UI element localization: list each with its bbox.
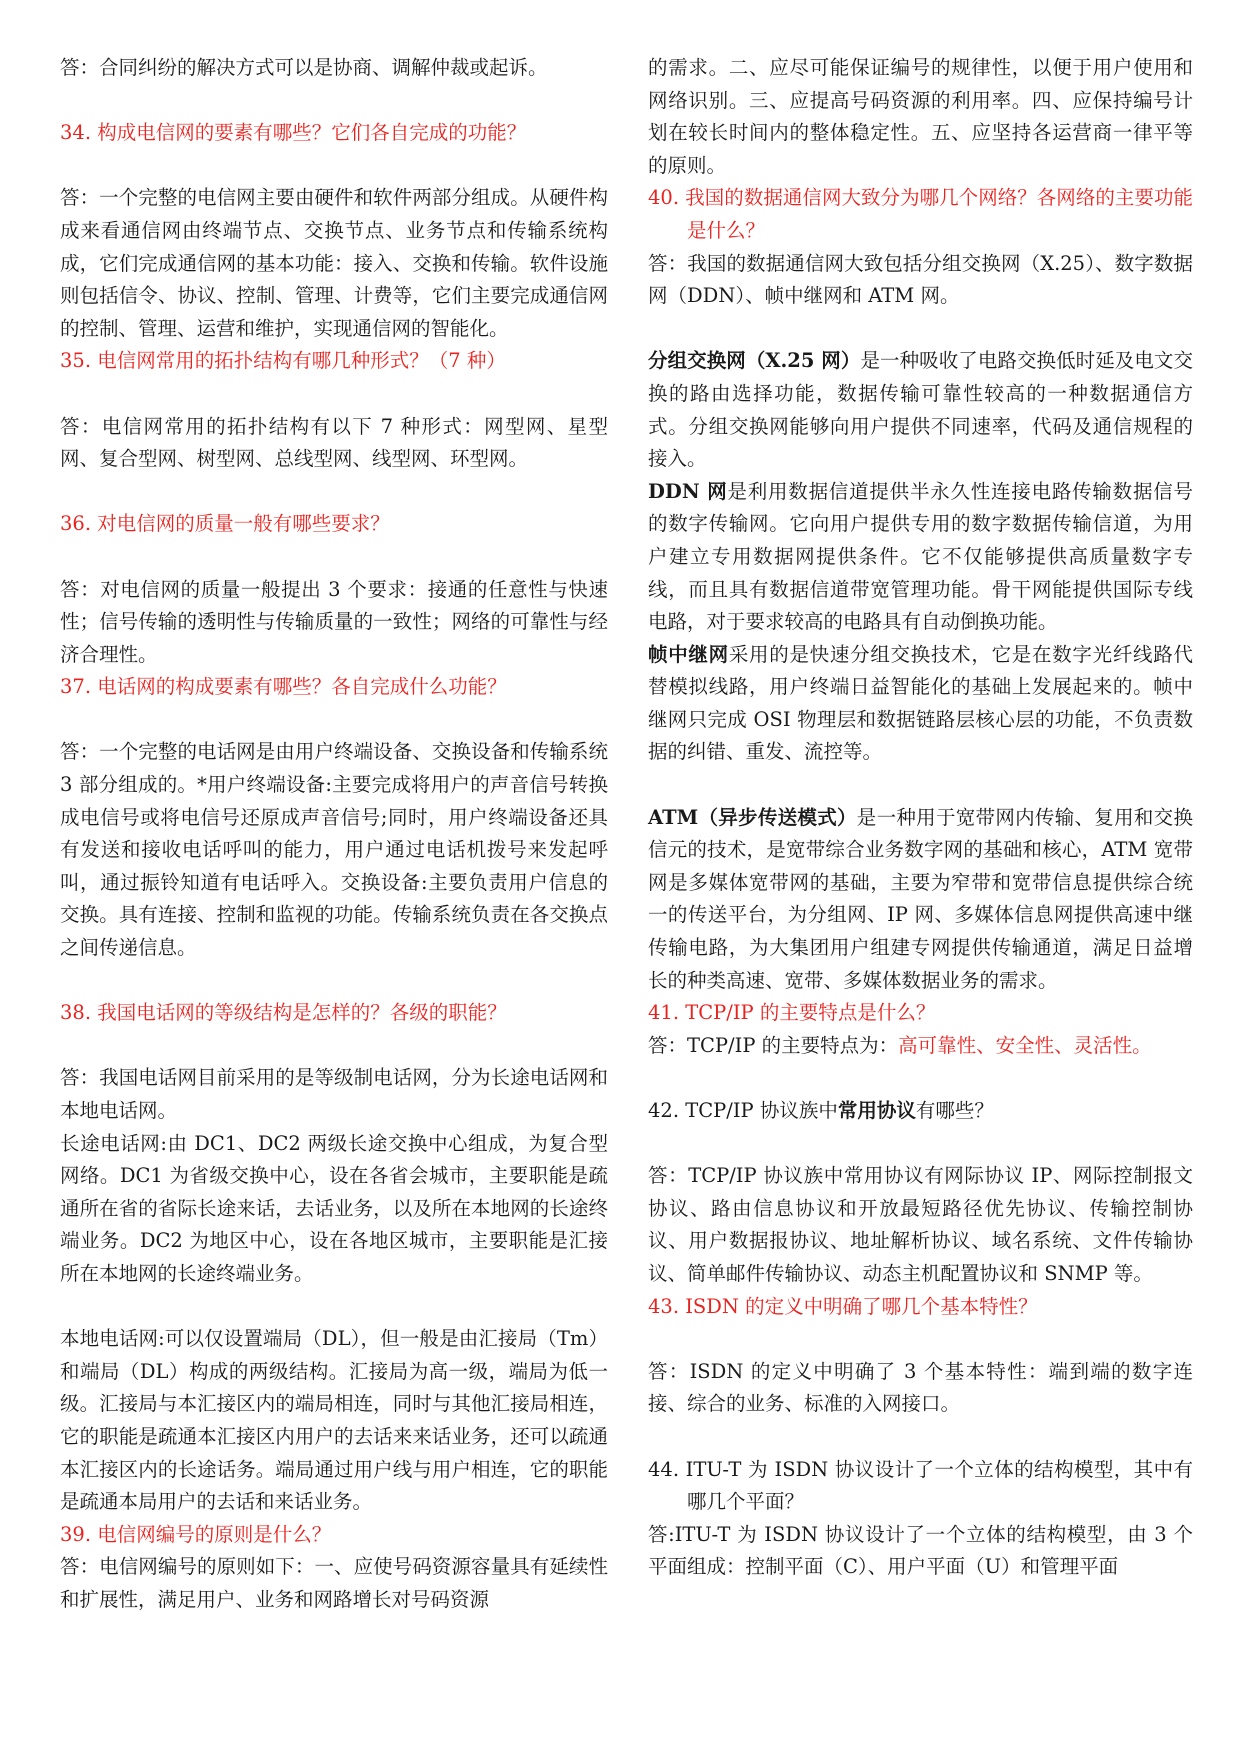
question-36: 36. 对电信网的质量一般有哪些要求？ (60, 512, 390, 536)
answer-41 (648, 1030, 1193, 1063)
ddn-paragraph (648, 476, 1193, 639)
answer-38-local: 本地电话网:可以仅设置端局（DL），但一般是由汇接局（Tm）和端局（DL）构成的两级结构。汇接局为高一级，端局为低一级。汇接局与本汇接区内的端局相连，同时与其他汇接局相连，它的职能是疏通本汇接区内用户的去话来来话业务，还可以疏通本汇接区内的长途话务。端局通过用户线与用户相连，它的职能是疏通本局用户的去话和来话业务。 (60, 1327, 608, 1514)
frame-relay-term: 帧中继网 (648, 642, 729, 666)
answer-43: 答：ISDN 的定义中明确了 3 个基本特性：端到端的数字连接、综合的业务、标准的入网接口。 (648, 1359, 1193, 1416)
question-37: 37. 电话网的构成要素有哪些？各自完成什么功能？ (60, 675, 507, 699)
question-44: 44. ITU-T 为 ISDN 协议设计了一个立体的结构模型，其中有哪几个平面？ (648, 1457, 1193, 1514)
atm-term: ATM（异步传送模式） (648, 805, 857, 829)
answer-38-long-distance: 长途电话网:由 DC1、DC2 两级长途交换中心组成，为复合型网络。DC1 为省级交换中心，设在各省会城市，主要职能是疏通所在省的省际长途来话，去话业务，以及所在本地网的长途终端业务。DC2 为地区中心，设在各地区城市，主要职能是汇接所在本地网的长途终端业务。 (60, 1131, 608, 1285)
frame-relay-paragraph (648, 639, 1193, 769)
question-39: 39. 电信网编号的原则是什么？ (60, 1522, 332, 1546)
answer-33: 答：合同纠纷的解决方式可以是协商、调解仲裁或起诉。 (60, 56, 548, 79)
question-41: 41. TCP/IP 的主要特点是什么？ (648, 1001, 936, 1025)
answer-37: 答：一个完整的电话网是由用户终端设备、交换设备和传输系统 3 部分组成的。*用户终端设备:主要完成将用户的声音信号转换成电信号或将电信号还原成声音信号;同时，用户终端设备还具有发送和接收电话呼叫的能力，用户通过电话机拨号来发起呼叫，通过振铃知道有电话呼入。交换设备:主要负责用户信息的交换。具有连接、控制和监视的功能。传输系统负责在各交换点之间传递信息。 (60, 740, 608, 960)
answer-41-prefix: 答：TCP/IP 的主要特点为： (648, 1033, 899, 1057)
left-column (60, 52, 608, 1617)
frame-relay-text: 采用的是快速分组交换技术，它是在数字光纤线路代替模拟线路，用户终端日益智能化的基础上发展起来的。帧中继网只完成 OSI 物理层和数据链路层核心层的功能，不负责数据的纠错、重发、流控等。 (648, 642, 1193, 764)
question-34: 34. 构成电信网的要素有哪些？它们各自完成的功能？ (60, 121, 527, 145)
answer-41-highlight: 高可靠性、安全性、灵活性。 (898, 1033, 1152, 1057)
question-40: 40. 我国的数据通信网大致分为哪几个网络？各网络的主要功能是什么？ (648, 186, 1193, 242)
question-35: 35. 电信网常用的拓扑结构有哪几种形式？（7 种） (60, 349, 506, 373)
question-42 (648, 1095, 1193, 1128)
answer-35: 答：电信网常用的拓扑结构有以下 7 种形式：网型网、星型网、复合型网、树型网、总线型网、线型网、环型网。 (60, 414, 608, 471)
question-42-prefix: 42. TCP/IP 协议族中 (648, 1099, 838, 1122)
answer-34: 答：一个完整的电信网主要由硬件和软件两部分组成。从硬件构成来看通信网由终端节点、交换节点、业务节点和传输系统构成，它们完成通信网的基本功能：接入、交换和传输。软件设施则包括信令、协议、控制、管理、计费等，它们主要完成通信网的控制、管理、运营和维护，实现通信网的智能化。 (60, 186, 608, 340)
answer-36: 答：对电信网的质量一般提出 3 个要求：接通的任意性与快速性；信号传输的透明性与传输质量的一致性；网络的可靠性与经济合理性。 (60, 577, 608, 666)
x25-text: 是一种吸收了电路交换低时延及电文交换的路由选择功能，数据传输可靠性较高的一种数据通信方式。分组交换网能够向用户提供不同速率，代码及通信规程的接入。 (648, 349, 1193, 471)
question-42-suffix: 有哪些？ (915, 1099, 994, 1122)
ddn-term: DDN 网 (648, 479, 728, 503)
answer-44: 答:ITU-T 为 ISDN 协议设计了一个立体的结构模型，由 3 个平面组成：控制平面（C）、用户平面（U）和管理平面 (648, 1522, 1193, 1579)
answer-40: 答：我国的数据通信网大致包括分组交换网（X.25）、数字数据网（DDN）、帧中继网和 ATM 网。 (648, 251, 1193, 308)
answer-39: 答：电信网编号的原则如下：一、应使号码资源容量具有延续性和扩展性，满足用户、业务和网路增长对号码资源 (60, 1555, 608, 1611)
answer-39-continued: 的需求。二、应尽可能保证编号的规律性，以便于用户使用和网络识别。三、应提高号码资源的利用率。四、应保持编号计划在较长时间内的整体稳定性。五、应坚持各运营商一律平等的原则。 (648, 56, 1193, 177)
ddn-text: 是利用数据信道提供半永久性连接电路传输数据信号的数字传输网。它向用户提供专用的数字数据传输信道，为用户建立专用数据网提供条件。它不仅能够提供高质量数字专线，而且具有数据信道带宽管理功能。骨干网能提供国际专线电路，对于要求较高的电路具有自动倒换功能。 (648, 479, 1193, 634)
question-43: 43. ISDN 的定义中明确了哪几个基本特性？ (648, 1294, 1038, 1318)
x25-paragraph (648, 345, 1193, 475)
atm-paragraph (648, 802, 1193, 998)
question-42-term: 常用协议 (837, 1099, 916, 1122)
answer-38-intro: 答：我国电话网目前采用的是等级制电话网，分为长途电话网和本地电话网。 (60, 1066, 608, 1122)
x25-term: 分组交换网（X.25 网） (648, 349, 861, 373)
atm-text: 是一种用于宽带网内传输、复用和交换信元的技术，是宽带综合业务数字网的基础和核心，ATM 宽带网是多媒体宽带网的基础，主要为窄带和宽带信息提供综合统一的传送平台，为分组网、IP 网、多媒体信息网提供高速中继传输电路，为大集团用户组建专网提供传输通道，满足日益增长的种类高速、宽带、多媒体数据业务的需求。 (648, 805, 1193, 992)
question-38: 38. 我国电话网的等级结构是怎样的？各级的职能？ (60, 1001, 507, 1025)
right-column (648, 52, 1193, 1584)
answer-42: 答：TCP/IP 协议族中常用协议有网际协议 IP、网际控制报文协议、路由信息协议和开放最短路径优先协议、传输控制协议、用户数据报协议、地址解析协议、域名系统、文件传输协议、简单邮件传输协议、动态主机配置协议和 SNMP 等。 (648, 1164, 1193, 1285)
